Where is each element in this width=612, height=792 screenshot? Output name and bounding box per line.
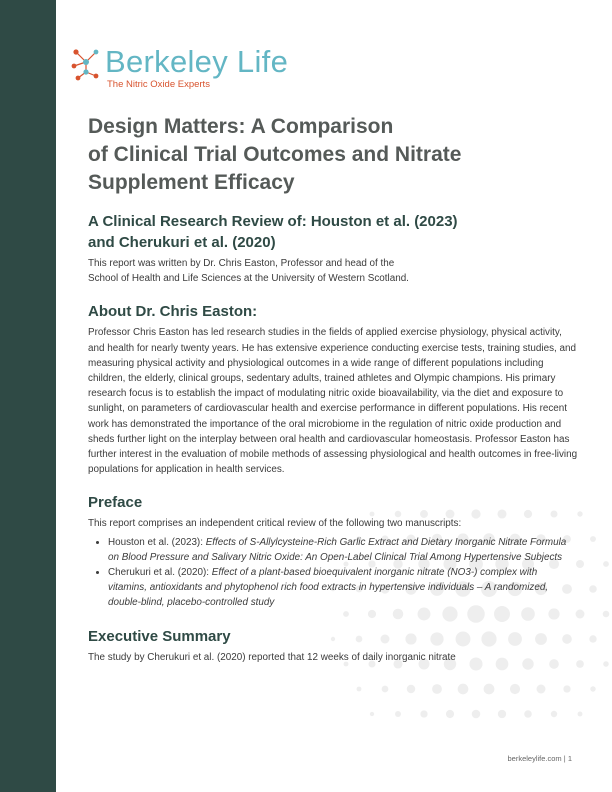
- report-subtitle: [88, 211, 578, 253]
- decorative-dot: [472, 710, 481, 719]
- decorative-dot: [603, 611, 610, 618]
- footer-separator: |: [563, 754, 566, 763]
- decorative-dot: [484, 684, 495, 695]
- decorative-dot: [590, 686, 595, 691]
- executive-summary-heading: Executive Summary: [88, 627, 231, 645]
- decorative-dot: [578, 712, 583, 717]
- subtitle-line-1: A Clinical Research Review of: Houston et al. (2023): [88, 213, 458, 230]
- report-content: [88, 113, 578, 665]
- decorative-dot: [603, 661, 609, 667]
- decorative-dot: [498, 710, 506, 718]
- decorative-dot: [589, 635, 596, 642]
- decorative-dot: [458, 684, 469, 695]
- decorative-dot: [590, 536, 596, 542]
- title-line-3: Supplement Efficacy: [88, 171, 295, 194]
- intro-line-1: This report was written by Dr. Chris Easton, Professor and head of the: [88, 258, 395, 269]
- about-body: Professor Chris Easton has led research studies in the fields of applied exercise physiology, physical activity, and health for nearly twenty years. He has extensive experience conducting exercise tests, training studies, and measuring physical activity and physiological outcomes in a wide range of different populations including children, the elderly, clinical groups, sedentary adults, trained athletes and Olympic champions. His primary research focus is to establish the impact of modulating nitric oxide bioavailability, via the diet and exposure to sunlight, on parameters of cardiovascular health and exercise performance in different populations. His recent work has demonstrated the importance of the oral microbiome in the regulation of nitric oxide production and sheds further light on the interplay between oral health and cardiovascular homeostasis. Professor Easton has further interest in the evaluation of mobile methods of assessing physiological and health outcomes in free-living populations for application in health services.: [88, 327, 578, 476]
- manuscript-2-citation: Cherukuri et al. (2020):: [108, 567, 212, 579]
- page-footer: [507, 754, 572, 763]
- title-line-2: of Clinical Trial Outcomes and Nitrate: [88, 143, 462, 166]
- decorative-dot: [603, 561, 609, 567]
- decorative-dot: [382, 686, 389, 693]
- manuscript-list: [88, 535, 578, 611]
- decorative-dot: [432, 684, 442, 694]
- decorative-dot: [563, 685, 570, 692]
- brand-tagline: The Nitric Oxide Experts: [107, 79, 210, 90]
- decorative-dot: [370, 712, 374, 716]
- preface-heading: Preface: [88, 494, 143, 512]
- report-title: [88, 113, 578, 197]
- decorative-dot: [357, 687, 362, 692]
- manuscript-1-title: Effects of S-Allylcysteine-Rich Garlic Extract and Dietary Inorganic Nitrate Formula on Blood Pressure and Salivary Nitric Oxide: An Open-Label Clinical Trial Among Hypertensive Subjects: [108, 536, 567, 563]
- left-sidebar-band: [0, 0, 56, 792]
- decorative-dot: [524, 710, 532, 718]
- manuscript-2-title: Effect of a plant-based bioequivalent inorganic nitrate (NO3-) complex with vitamins, antioxidants and phytophenol rich food extracts in hypertensive individuals – A randomized, double-blind, placebo-controlled study: [108, 567, 549, 609]
- decorative-dot: [420, 710, 427, 717]
- subtitle-line-2: and Cherukuri et al. (2020): [88, 234, 276, 251]
- preface-body: This report comprises an independent critical review of the following two manuscripts:: [88, 518, 462, 530]
- manuscript-1-citation: Houston et al. (2023):: [108, 536, 206, 548]
- about-heading: About Dr. Chris Easton:: [88, 303, 258, 321]
- decorative-dot: [537, 685, 546, 694]
- decorative-dot: [551, 711, 557, 717]
- page-number: 1: [567, 754, 572, 763]
- author-intro: [88, 256, 578, 286]
- executive-summary-body: The study by Cherukuri et al. (2020) reported that 12 weeks of daily inorganic nitrate: [88, 651, 456, 663]
- brand-name: Berkeley Life: [105, 44, 289, 79]
- list-item: [108, 535, 578, 565]
- footer-website: berkeleylife.com: [507, 754, 562, 763]
- intro-line-2: School of Health and Life Sciences at the University of Western Scotland.: [88, 273, 409, 285]
- decorative-dot: [510, 684, 520, 694]
- decorative-dot: [577, 511, 582, 516]
- decorative-dot: [589, 585, 597, 593]
- list-item: [108, 565, 578, 611]
- title-line-1: Design Matters: A Comparison: [88, 115, 394, 138]
- decorative-dot: [395, 711, 401, 717]
- decorative-dot: [446, 710, 454, 718]
- decorative-dot: [407, 685, 415, 693]
